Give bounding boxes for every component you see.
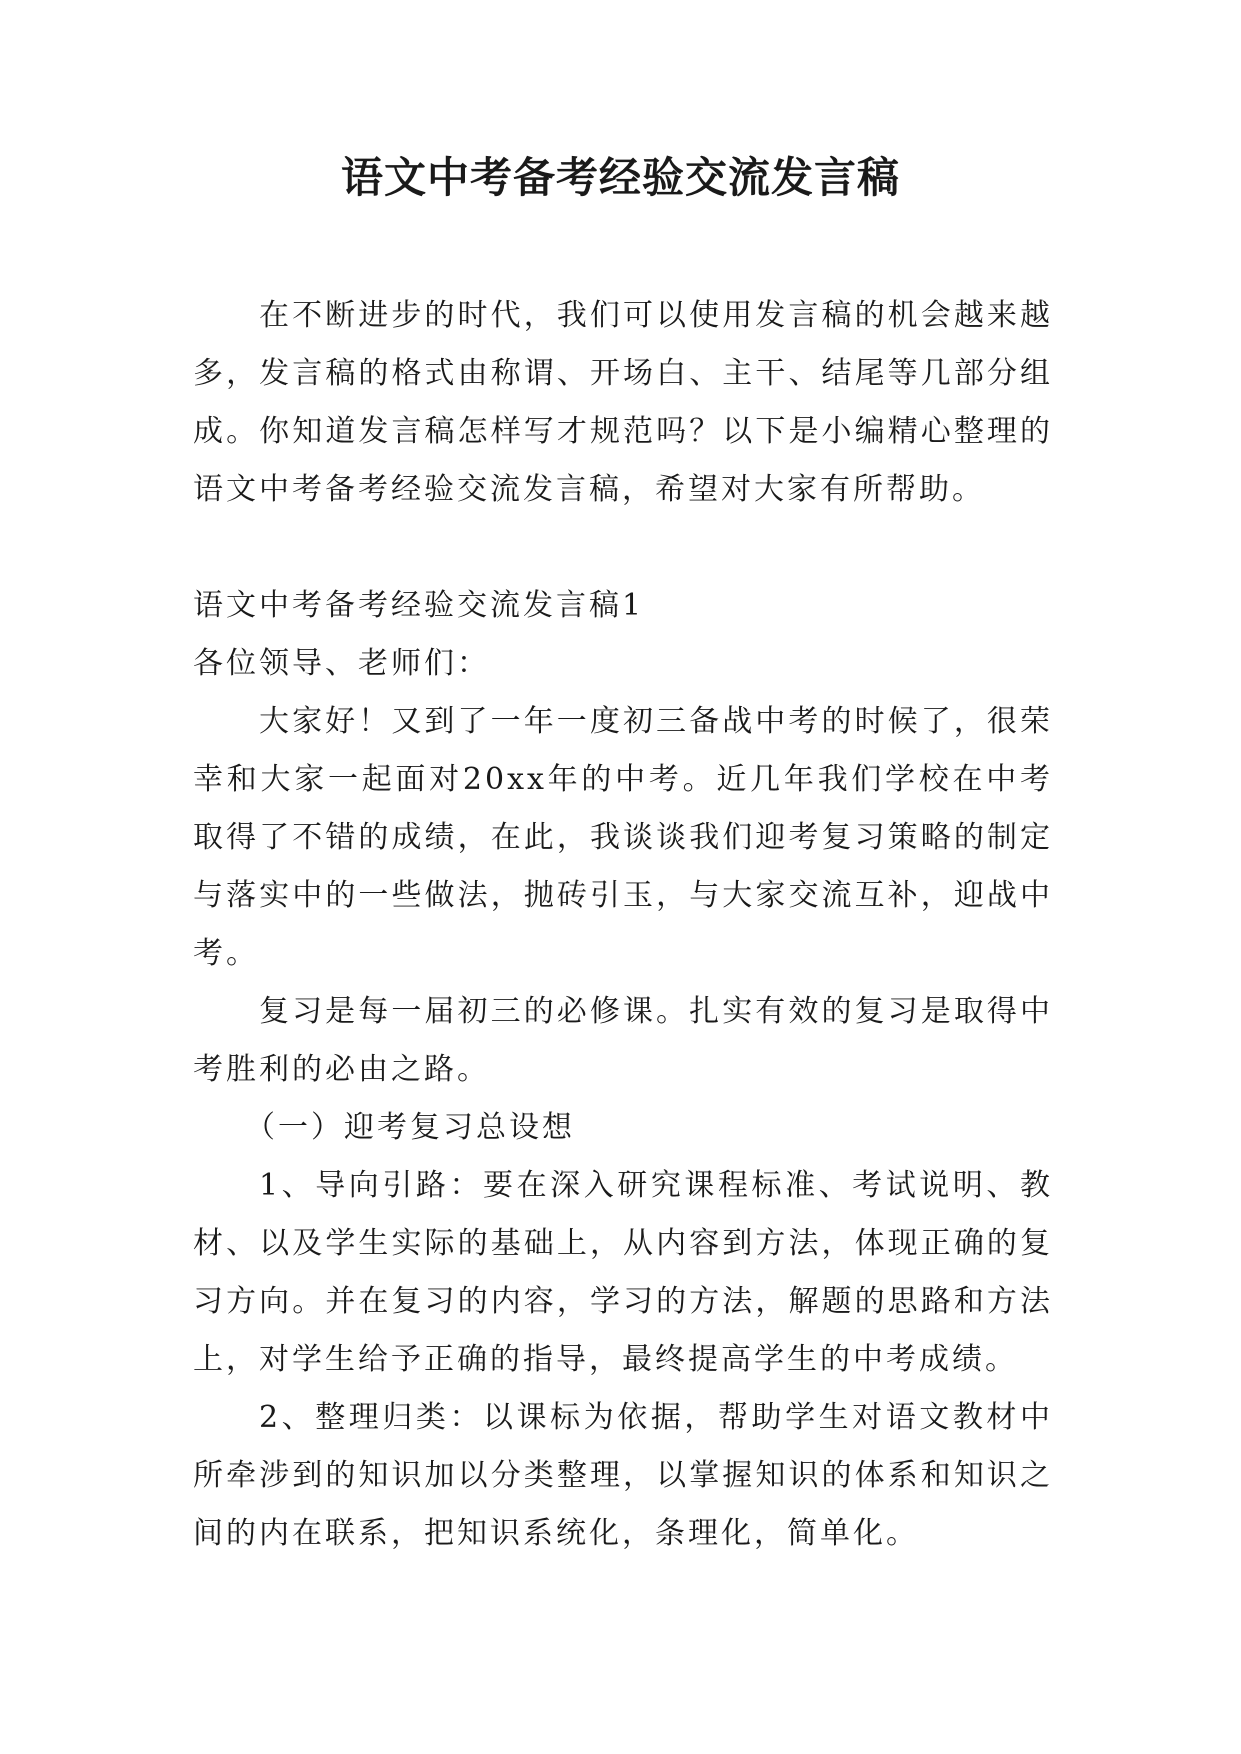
body-paragraph-point-1: 1、导向引路：要在深入研究课程标准、考试说明、教材、以及学生实际的基础上，从内容到方法，体现正确的复习方向。并在复习的内容，学习的方法，解题的思路和方法上，对学生给予正确的指导，最终提高学生的中考成绩。 bbox=[193, 1168, 1053, 1377]
document-title: 语文中考备考经验交流发言稿 bbox=[340, 153, 900, 202]
salutation: 各位领导、老师们： bbox=[193, 646, 490, 681]
subsection-heading: （一）迎考复习总设想 bbox=[245, 1110, 575, 1145]
body-paragraph-review: 复习是每一届初三的必修课。扎实有效的复习是取得中考胜利的必由之路。 bbox=[193, 994, 1053, 1087]
document-body bbox=[193, 287, 1053, 1563]
intro-paragraph: 在不断进步的时代，我们可以使用发言稿的机会越来越多，发言稿的格式由称谓、开场白、主干、结尾等几部分组成。你知道发言稿怎样写才规范吗？以下是小编精心整理的语文中考备考经验交流发言稿，希望对大家有所帮助。 bbox=[193, 298, 1053, 507]
body-paragraph-point-2: 2、整理归类：以课标为依据，帮助学生对语文教材中所牵涉到的知识加以分类整理，以掌握知识的体系和知识之间的内在联系，把知识系统化，条理化，简单化。 bbox=[193, 1400, 1053, 1551]
body-paragraph-greeting: 大家好！又到了一年一度初三备战中考的时候了，很荣幸和大家一起面对20xx年的中考。近几年我们学校在中考取得了不错的成绩，在此，我谈谈我们迎考复习策略的制定与落实中的一些做法，抛砖引玉，与大家交流互补，迎战中考。 bbox=[193, 704, 1053, 971]
section-heading: 语文中考备考经验交流发言稿1 bbox=[193, 588, 645, 623]
